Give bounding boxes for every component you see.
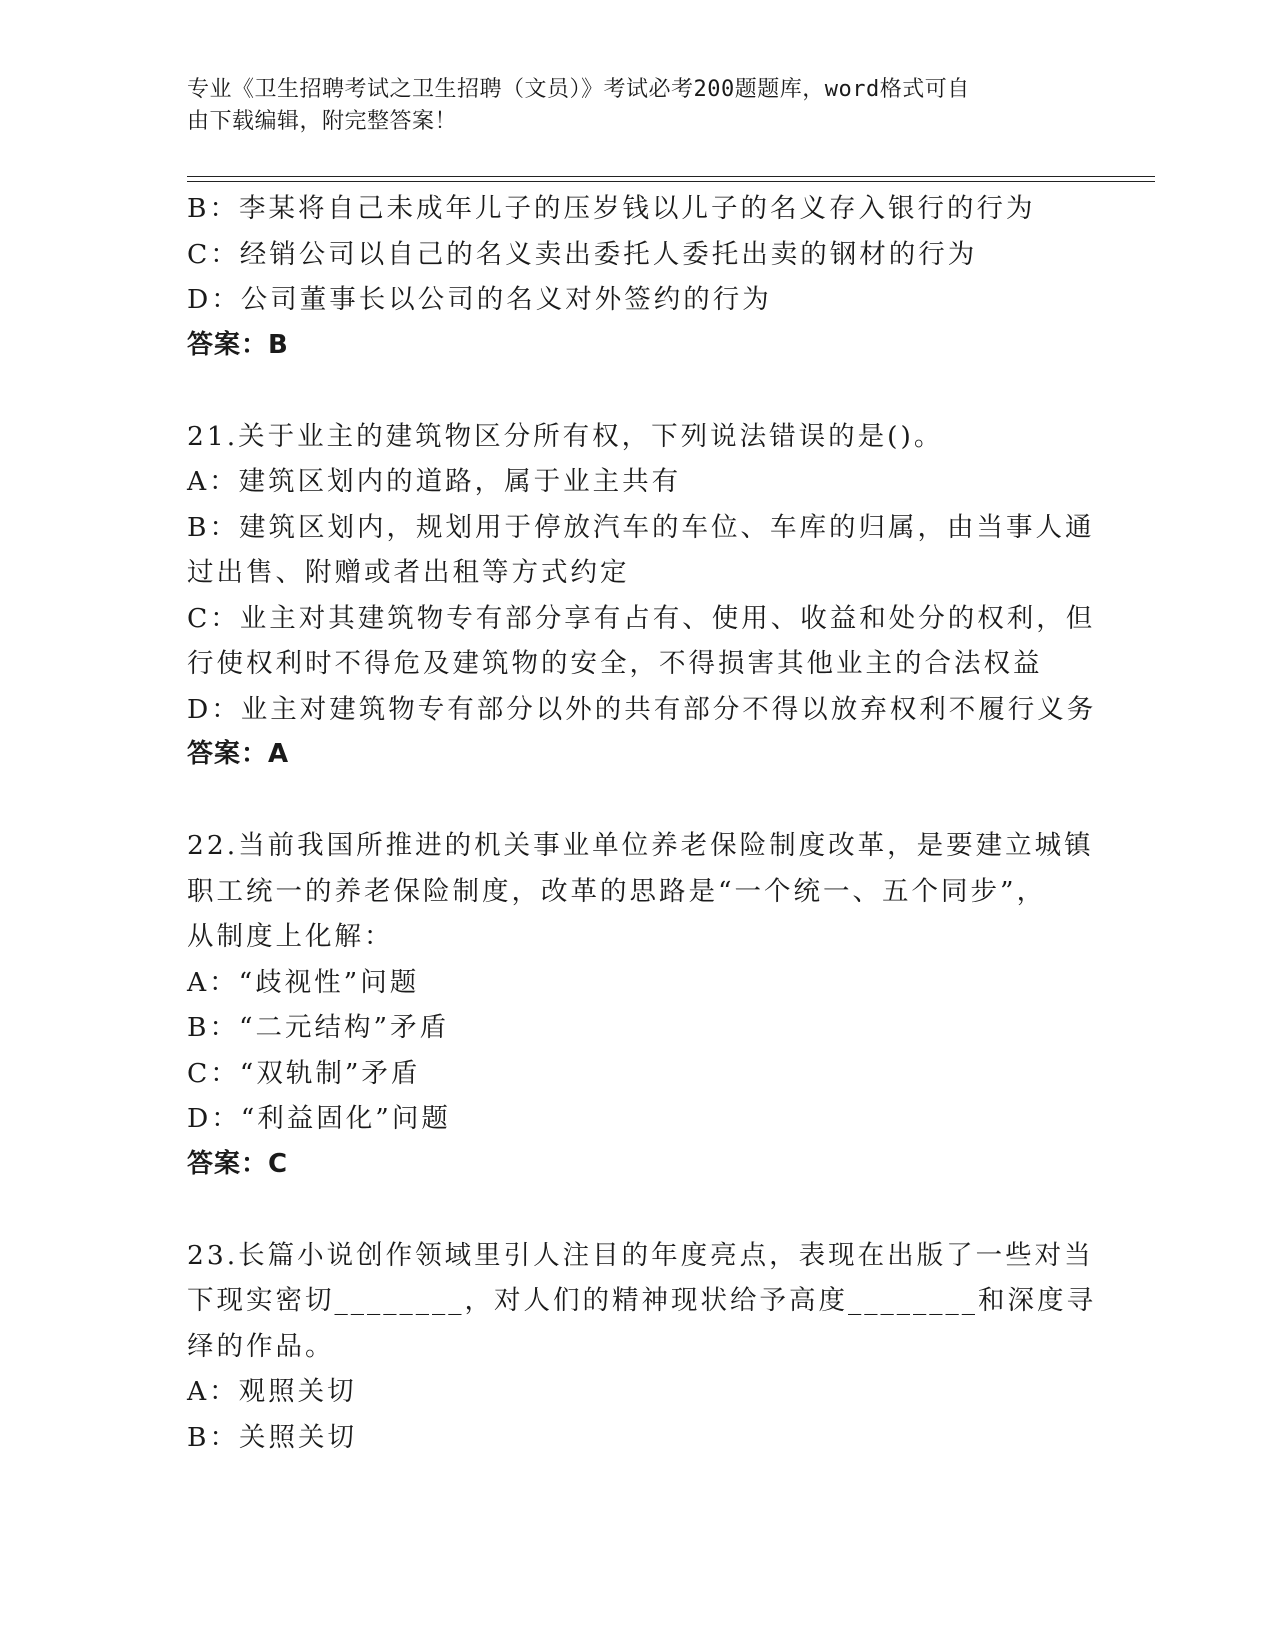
option-c: C：业主对其建筑物专有部分享有占有、使用、收益和处分的权利，但 (187, 602, 1096, 634)
header-rule-bottom (187, 181, 1155, 182)
option-b: B：“二元结构”矛盾 (187, 1012, 450, 1043)
option-c: C：“双轨制”矛盾 (187, 1057, 421, 1089)
question-text-cont: 绎的作品。 (187, 1330, 335, 1362)
option-b: B：建筑区划内，规划用于停放汽车的车位、车库的归属，由当事人通 (187, 511, 1095, 543)
document-header (187, 74, 1067, 138)
question-23 (187, 1233, 1096, 1461)
question-text-cont: 从制度上化解： (187, 921, 394, 952)
question-22 (187, 823, 1094, 1187)
option-a: A：建筑区划内的道路，属于业主共有 (187, 466, 682, 497)
option-c: C：经销公司以自己的名义卖出委托人委托出卖的钢材的行为 (187, 238, 978, 270)
header-line-2: 由下载编辑，附完整答案！ (187, 109, 458, 134)
option-a: A：观照关切 (187, 1376, 357, 1407)
answer: 答案：C (187, 1148, 289, 1179)
header-rule-top (187, 176, 1155, 177)
question-text: 21.关于业主的建筑物区分所有权，下列说法错误的是()。 (187, 420, 944, 452)
option-b: B：李某将自己未成年儿子的压岁钱以儿子的名义存入银行的行为 (187, 193, 1036, 224)
question-prev (187, 186, 1082, 368)
option-d: D：“利益固化”问题 (187, 1103, 451, 1134)
answer: 答案：A (187, 739, 290, 769)
question-text: 23.长篇小说创作领域里引人注目的年度亮点，表现在出版了一些对当 (187, 1239, 1094, 1271)
document-body (187, 186, 1097, 1460)
option-a: A：“歧视性”问题 (187, 966, 420, 998)
question-21 (187, 414, 1097, 778)
question-text-cont: 下现实密切________，对人们的精神现状给予高度________和深度寻 (187, 1285, 1096, 1316)
question-text-cont: 职工统一的养老保险制度，改革的思路是“一个统一、五个同步”， (187, 875, 1047, 907)
option-b: B：关照关切 (187, 1421, 357, 1453)
option-c-cont: 行使权利时不得危及建筑物的安全，不得损害其他业主的合法权益 (187, 648, 1043, 679)
question-text: 22.当前我国所推进的机关事业单位养老保险制度改革，是要建立城镇 (187, 830, 1094, 861)
header-line-1: 专业《卫生招聘考试之卫生招聘（文员）》考试必考200题题库，word格式可自 (187, 77, 970, 102)
answer: 答案：B (187, 329, 289, 360)
option-d: D：公司董事长以公司的名义对外签约的行为 (187, 284, 772, 315)
option-d: D：业主对建筑物专有部分以外的共有部分不得以放弃权利不履行义务 (187, 693, 1097, 725)
option-b-cont: 过出售、附赠或者出租等方式约定 (187, 557, 630, 588)
